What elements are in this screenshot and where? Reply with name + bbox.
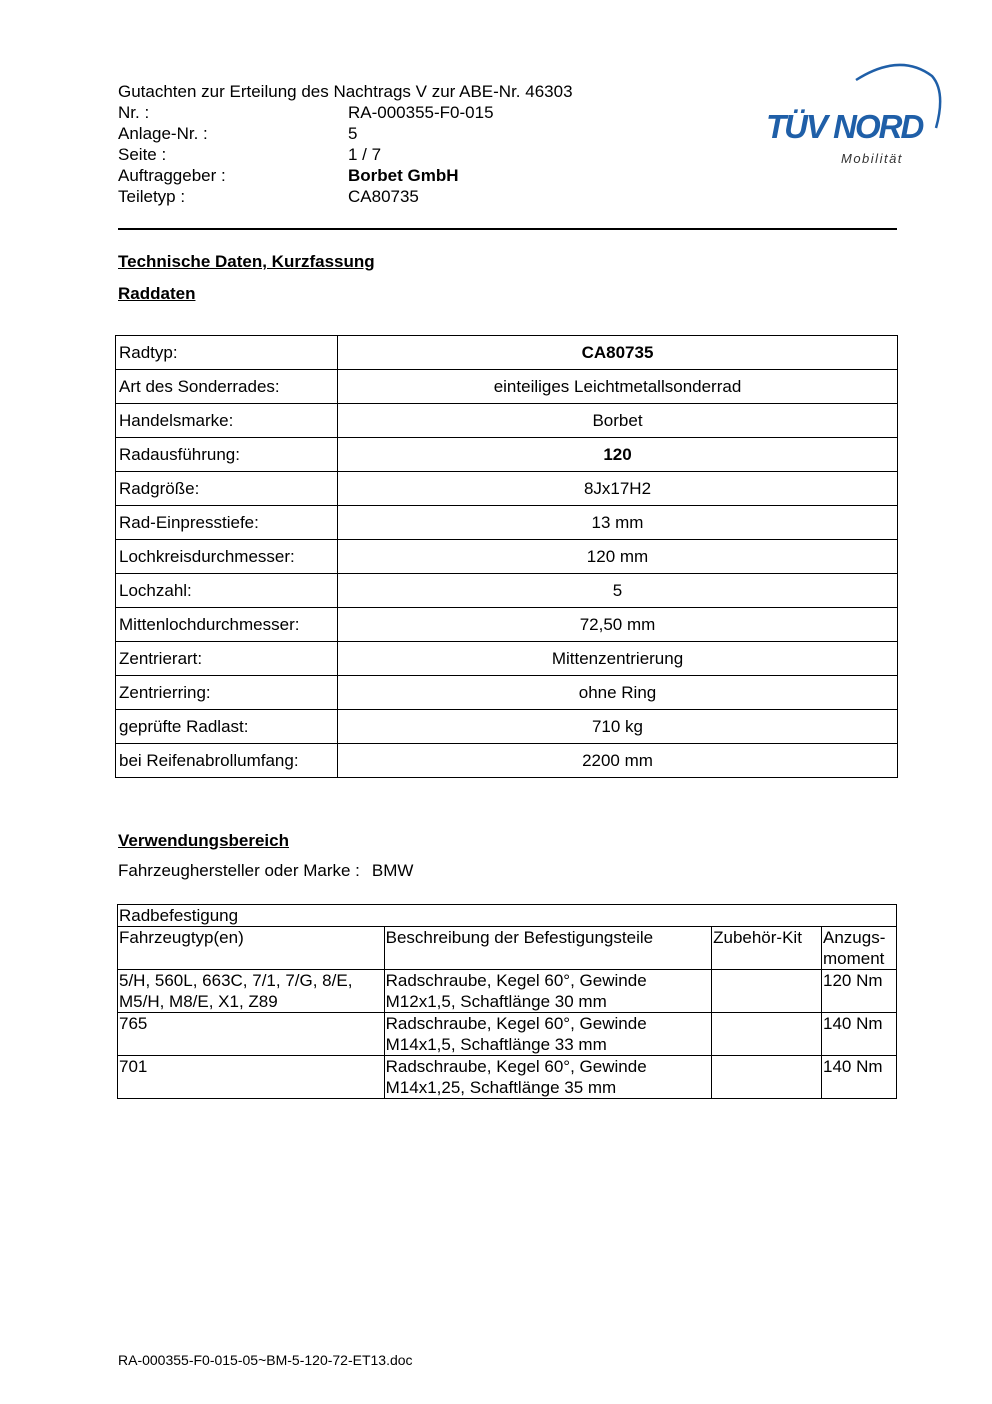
raddaten-row (116, 574, 898, 608)
raddaten-key: Zentrierring: (116, 676, 338, 710)
header-value: RA-000355-F0-015 (348, 103, 494, 122)
raddaten-table (115, 335, 898, 778)
befestigung-row (118, 1013, 897, 1056)
befestigung-row (118, 970, 897, 1013)
raddaten-value: ohne Ring (338, 676, 898, 710)
raddaten-row (116, 642, 898, 676)
zubehoer-cell (712, 1056, 822, 1099)
raddaten-key: geprüfte Radlast: (116, 710, 338, 744)
header-row-teiletyp (118, 186, 678, 207)
befestigung-row (118, 1056, 897, 1099)
verwendung-title: Verwendungsbereich (118, 831, 289, 850)
raddaten-key: Zentrierart: (116, 642, 338, 676)
header-value: Borbet GmbH (348, 166, 459, 185)
header-cell-anzugsmoment: Anzugs-moment (822, 927, 897, 970)
raddaten-value: 2200 mm (338, 744, 898, 778)
raddaten-key: Rad-Einpresstiefe: (116, 506, 338, 540)
anzugsmoment-cell: 140 Nm (822, 1056, 897, 1099)
raddaten-key: Lochzahl: (116, 574, 338, 608)
raddaten-row (116, 506, 898, 540)
header-label: Teiletyp : (118, 187, 186, 206)
header-label: Anlage-Nr. : (118, 124, 208, 143)
raddaten-value: Borbet (338, 404, 898, 438)
zubehoer-cell (712, 1013, 822, 1056)
raddaten-key: Mittenlochdurchmesser: (116, 608, 338, 642)
raddaten-value: 120 mm (338, 540, 898, 574)
raddaten-key: Radausführung: (116, 438, 338, 472)
beschreibung-cell: Radschraube, Kegel 60°, Gewinde M14x1,25, Schaftlänge 35 mm (384, 1056, 711, 1099)
header-label: Auftraggeber : (118, 166, 226, 185)
header-cell-beschreibung: Beschreibung der Befestigungsteile (384, 927, 711, 970)
beschreibung-cell: Radschraube, Kegel 60°, Gewinde M14x1,5, Schaftlänge 33 mm (384, 1013, 711, 1056)
header-cell-zubehoer: Zubehör-Kit (712, 927, 822, 970)
befestigung-caption-row (118, 905, 897, 927)
raddaten-value: 8Jx17H2 (338, 472, 898, 506)
raddaten-value: 13 mm (338, 506, 898, 540)
footer-filename: RA-000355-F0-015-05~BM-5-120-72-ET13.doc (118, 1352, 413, 1368)
logo-brand: TÜV NORD (766, 108, 923, 145)
anzugsmoment-cell: 120 Nm (822, 970, 897, 1013)
raddaten-value: einteiliges Leichtmetallsonderrad (338, 370, 898, 404)
raddaten-value: CA80735 (338, 336, 898, 370)
raddaten-key: Radtyp: (116, 336, 338, 370)
raddaten-value: 5 (338, 574, 898, 608)
raddaten-value: 72,50 mm (338, 608, 898, 642)
header-row-anlage (118, 123, 678, 144)
raddaten-row (116, 744, 898, 778)
section-title: Technische Daten, Kurzfassung (118, 252, 375, 271)
document-title: Gutachten zur Erteilung des Nachtrags V zur ABE-Nr. 46303 (118, 82, 573, 101)
fahrzeugtyp-cell: 765 (118, 1013, 385, 1056)
maker-line (118, 861, 413, 881)
raddaten-row (116, 472, 898, 506)
logo-subtitle: Mobilität (841, 151, 903, 166)
tuv-nord-logo (760, 58, 950, 178)
header-label: Seite : (118, 145, 167, 164)
raddaten-row (116, 404, 898, 438)
zubehoer-cell (712, 970, 822, 1013)
befestigung-header-row (118, 927, 897, 970)
raddaten-title: Raddaten (118, 284, 196, 303)
raddaten-row (116, 608, 898, 642)
anzugsmoment-cell: 140 Nm (822, 1013, 897, 1056)
raddaten-key: Lochkreisdurchmesser: (116, 540, 338, 574)
beschreibung-cell: Radschraube, Kegel 60°, Gewinde M12x1,5, Schaftlänge 30 mm (384, 970, 711, 1013)
raddaten-key: Handelsmarke: (116, 404, 338, 438)
raddaten-row (116, 710, 898, 744)
header-cell-fahrzeugtyp: Fahrzeugtyp(en) (118, 927, 385, 970)
header-value: 1 / 7 (348, 145, 382, 164)
maker-value: BMW (371, 861, 414, 880)
raddaten-row (116, 438, 898, 472)
raddaten-row (116, 540, 898, 574)
befestigung-caption: Radbefestigung (118, 905, 897, 927)
header-label: Nr. : (118, 103, 150, 122)
raddaten-value: 710 kg (338, 710, 898, 744)
raddaten-value: 120 (338, 438, 898, 472)
maker-label: Fahrzeughersteller oder Marke : (118, 861, 360, 880)
befestigung-table (117, 904, 897, 1099)
header-row-seite (118, 144, 678, 165)
raddaten-key: Art des Sonderrades: (116, 370, 338, 404)
fahrzeugtyp-cell: 701 (118, 1056, 385, 1099)
fahrzeugtyp-cell: 5/H, 560L, 663C, 7/1, 7/G, 8/E, M5/H, M8/E, X1, Z89 (118, 970, 385, 1013)
header-value: CA80735 (348, 187, 419, 206)
raddaten-row (116, 336, 898, 370)
raddaten-key: bei Reifenabrollumfang: (116, 744, 338, 778)
raddaten-row (116, 676, 898, 710)
raddaten-value: Mittenzentrierung (338, 642, 898, 676)
raddaten-key: Radgröße: (116, 472, 338, 506)
document-header (118, 81, 678, 207)
header-value: 5 (348, 124, 358, 143)
header-row-nr (118, 102, 678, 123)
raddaten-row (116, 370, 898, 404)
header-divider (118, 228, 897, 230)
header-row-auftraggeber (118, 165, 678, 186)
